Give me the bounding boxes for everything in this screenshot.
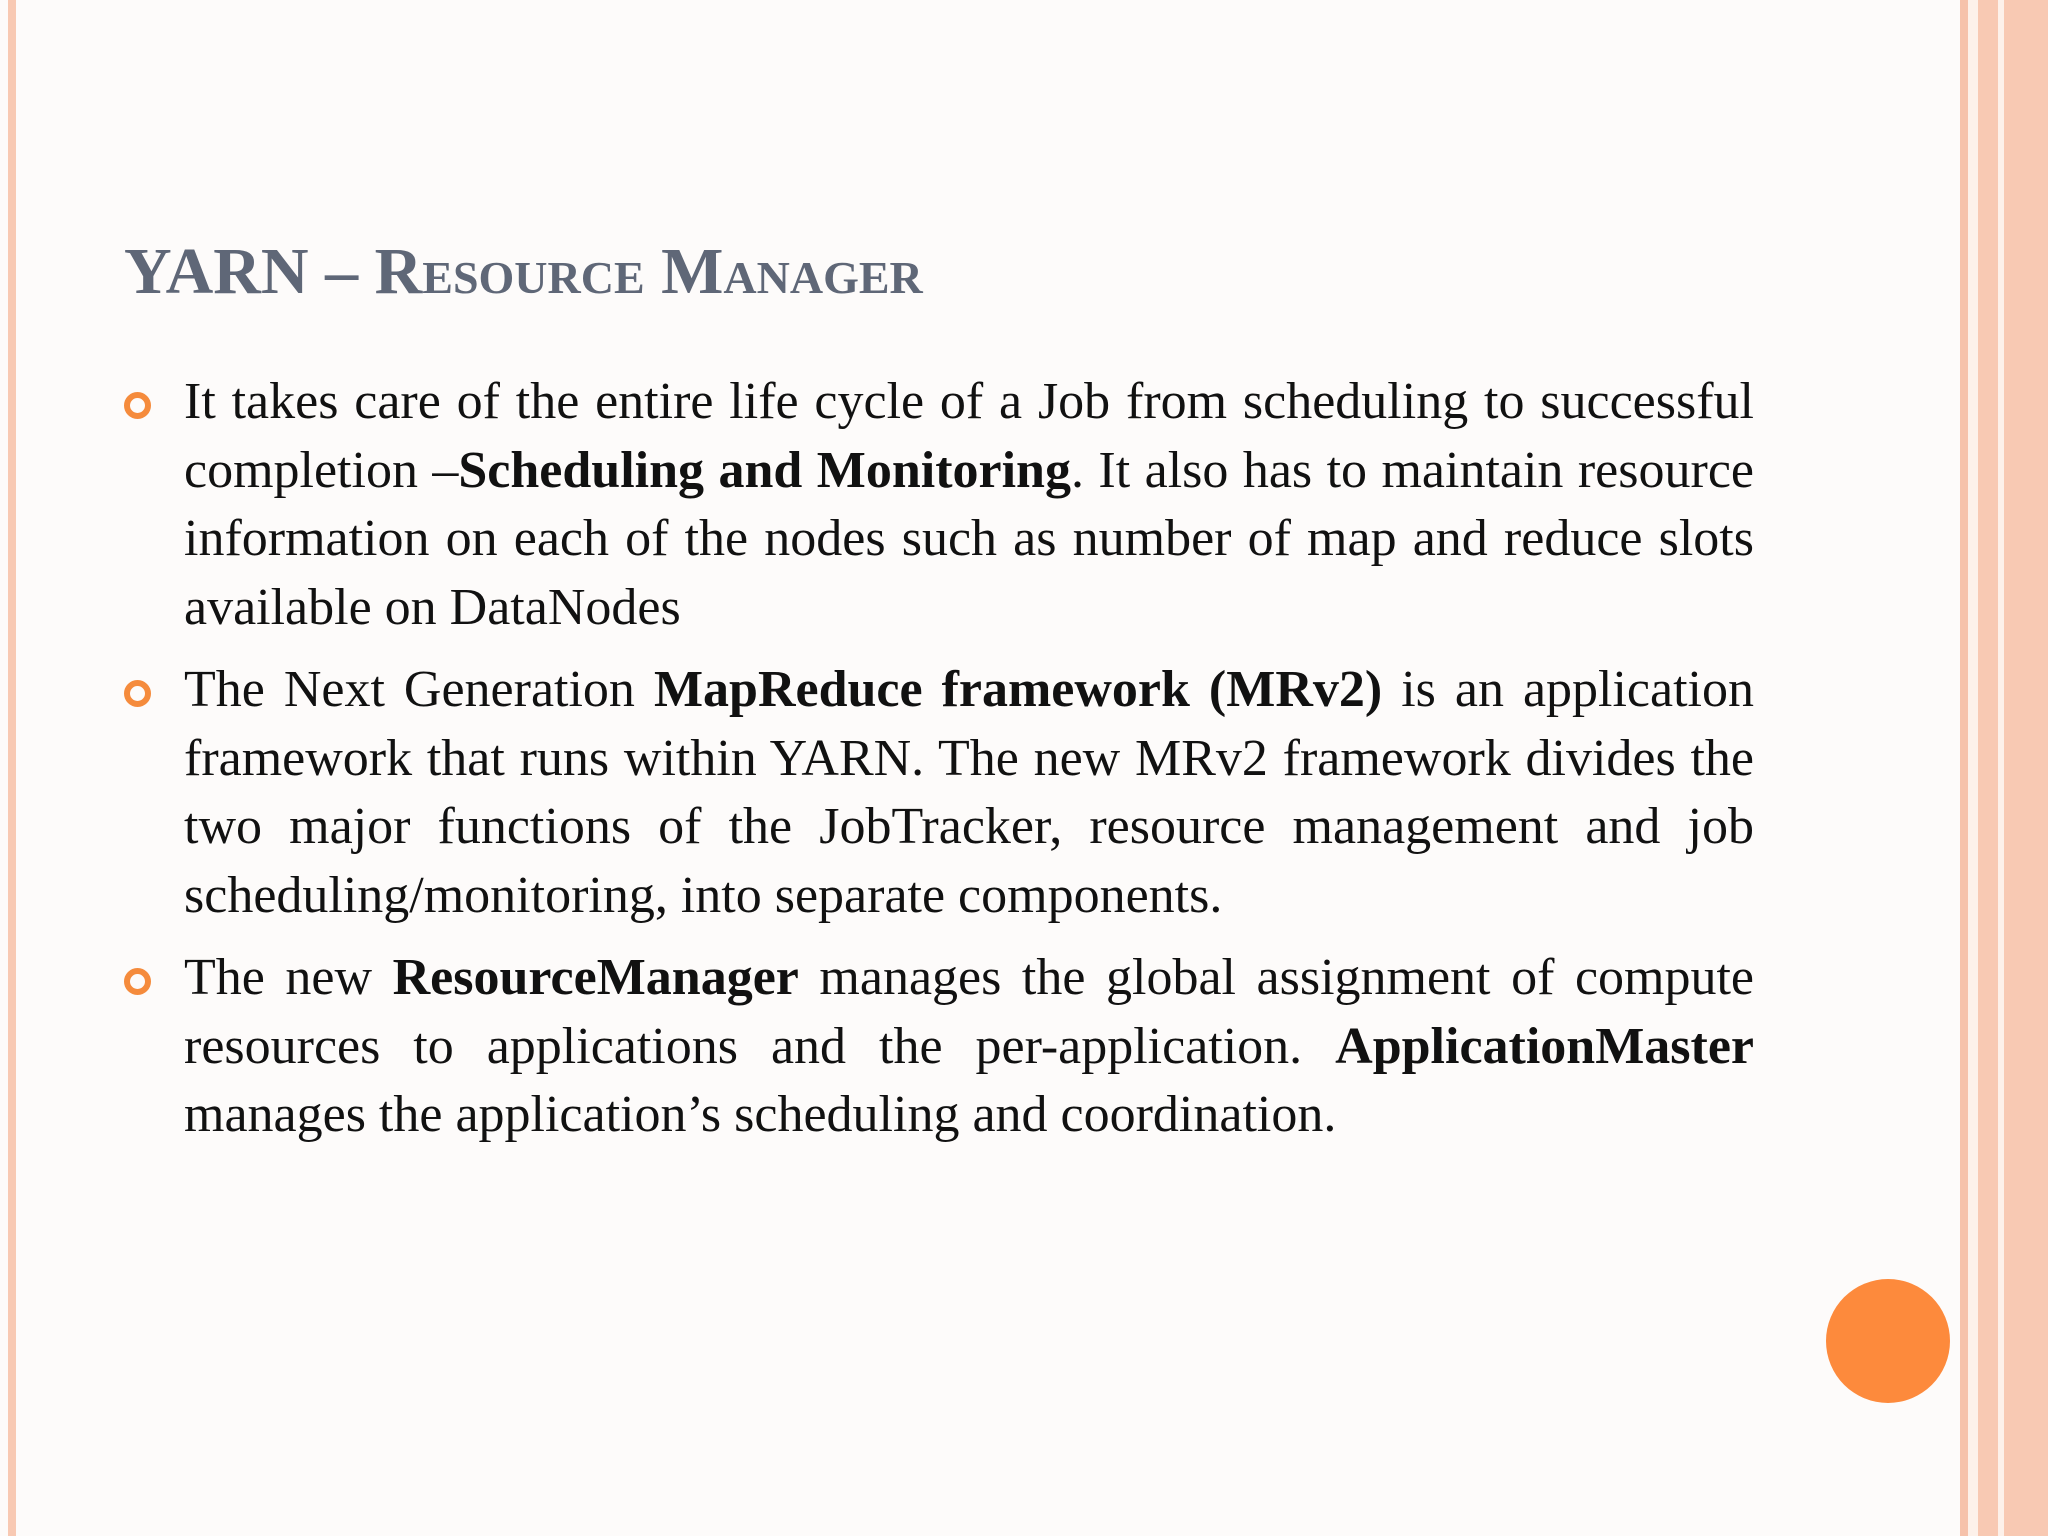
- bullet-text: It takes care of the entire life cycle of a Job from scheduling to successful completion –: [184, 373, 1754, 499]
- right-border-stripe: [1960, 0, 1968, 1536]
- right-border-stripe: [1978, 0, 1998, 1536]
- bullet-text: manages the global assignment of compute resources to applications and the per-application.: [184, 949, 1754, 1075]
- bullet-text: The new: [184, 949, 393, 1006]
- bullet-icon: [124, 680, 151, 707]
- right-border-stripe: [2004, 0, 2048, 1536]
- bullet-list: [124, 368, 1754, 1164]
- bullet-bold-text: ApplicationMaster: [1335, 1017, 1754, 1075]
- bullet-bold-text: Scheduling and Monitoring: [458, 441, 1071, 499]
- bullet-item-lifecycle: [124, 368, 1754, 642]
- bullet-text: The Next Generation: [184, 661, 654, 718]
- slide-title: YARN – Resource Manager: [124, 235, 923, 308]
- bullet-icon: [124, 968, 151, 995]
- bullet-item-mrv2: [124, 656, 1754, 930]
- bullet-text: is an application framework that runs within YARN. The new MRv2 framework divides the two major functions of the JobTracker, resource management and job scheduling/monitoring, into separate components.: [184, 661, 1754, 924]
- left-border-bar: [8, 0, 16, 1536]
- bullet-text: . It also has to maintain resource information on each of the nodes such as number of map and reduce slots available on DataNodes: [184, 441, 1754, 636]
- bullet-bold-text: ResourceManager: [392, 949, 799, 1006]
- orange-circle-decoration: [1826, 1279, 1950, 1403]
- bullet-icon: [124, 392, 151, 419]
- bullet-text: manages the application’s scheduling and coordination.: [184, 1086, 1337, 1143]
- bullet-bold-text: MapReduce framework (MRv2): [653, 661, 1383, 718]
- bullet-item-resourcemanager: [124, 944, 1754, 1150]
- right-border-gap: [1968, 0, 1978, 1536]
